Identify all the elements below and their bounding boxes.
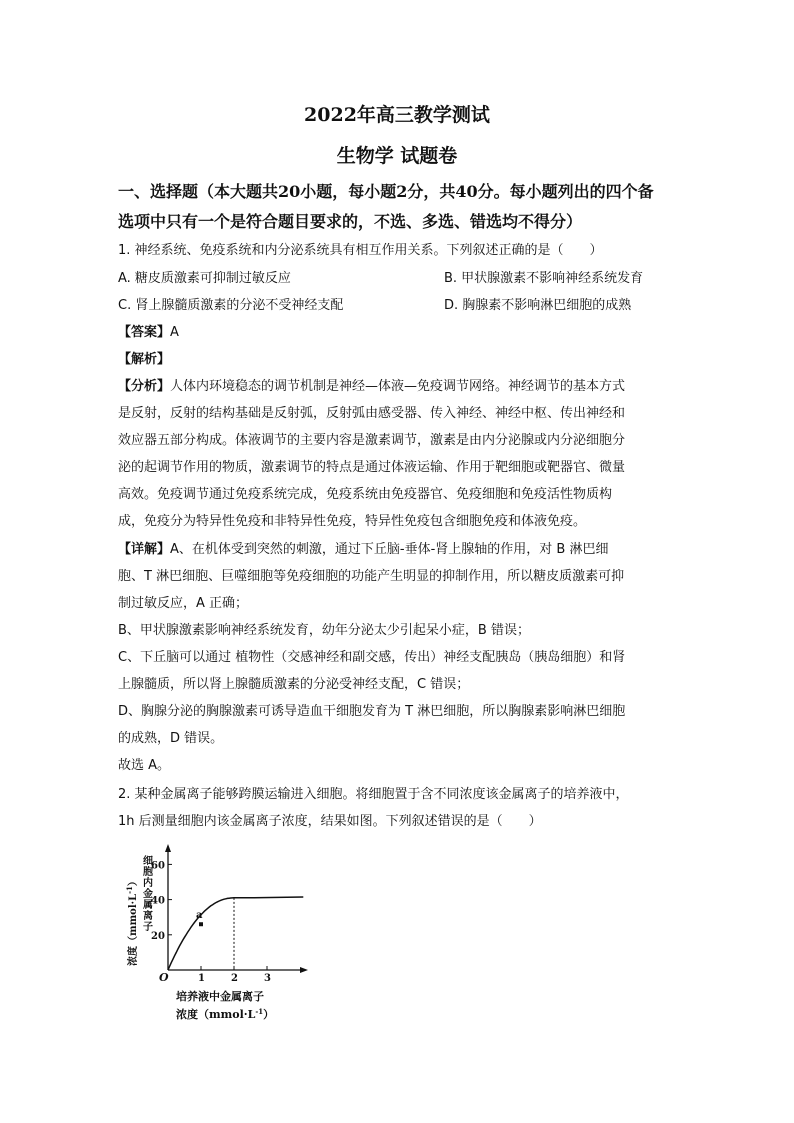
svg-text:离: 离	[143, 911, 153, 922]
answer-value: A	[170, 325, 179, 340]
q1-option-a: A. 糖皮质激素可抑制过敏反应	[118, 271, 291, 286]
x-tick-label-1: 1	[198, 973, 205, 984]
concentration-chart	[118, 840, 318, 1025]
analysis-line-6: 成，免疫分为特异性免疫和非特异性免疫，特异性免疫包含细胞免疫和体液免疫。	[118, 514, 587, 529]
section-heading-line-1: 一、选择题（本大题共20小题，每小题2分，共40分。每小题列出的四个备	[118, 182, 654, 201]
svg-text:内: 内	[143, 878, 153, 889]
x-axis-label-1: 培养液中金属离子	[176, 990, 264, 1003]
q1-option-c: C. 肾上腺髓质激素的分泌不受神经支配	[118, 298, 344, 313]
fenxi-text-1: 人体内环境稳态的调节机制是神经—体液—免疫调节网络。神经调节的基本方式	[170, 379, 626, 394]
x-tick-label-2: 2	[231, 973, 238, 984]
analysis-line-4: 泌的起调节作用的物质，激素调节的特点是通过体液运输、作用于靶细胞或靶器官、微量	[118, 460, 626, 475]
svg-text:属: 属	[143, 900, 153, 911]
detail-line-8: 的成熟，D 错误。	[118, 731, 224, 746]
y-axis-arrow	[165, 844, 171, 852]
q1-answer	[118, 323, 179, 343]
conclusion: 故选 A。	[118, 758, 171, 773]
y-tick-label-40: 40	[151, 895, 165, 907]
x-axis-arrow	[300, 967, 308, 973]
svg-text:金: 金	[143, 889, 153, 900]
svg-text:胞: 胞	[143, 867, 153, 878]
y-axis-label-1	[142, 854, 153, 933]
detail-line-4: B、甲状腺激素影响神经系统发育，幼年分泌太少引起呆小症，B 错误；	[118, 623, 530, 638]
detail-line-3: 制过敏反应，A 正确；	[118, 596, 249, 611]
detail-line-5: C、下丘脑可以通过 植物性（交感神经和副交感，传出）神经支配胰岛（胰岛细胞）和肾	[118, 650, 626, 665]
detail-line-2: 胞、T 淋巴细胞、巨噬细胞等免疫细胞的功能产生明显的抑制作用，所以糖皮质激素可抑	[118, 569, 625, 584]
y-axis-label-2: 浓度$(mmol\cdot L^{-1})$	[125, 876, 139, 966]
q1-option-b: B. 甲状腺激素不影响神经系统发育	[444, 271, 644, 286]
section-heading	[118, 177, 688, 237]
q1-stem: 1. 神经系统、免疫系统和内分泌系统具有相互作用关系。下列叙述正确的是（ ）	[118, 243, 603, 258]
analysis-line-5: 高效。免疫调节通过免疫系统完成，免疫系统由免疫器官、免疫细胞和免疫活性物质构	[118, 487, 613, 502]
exam-subtitle: 生物学 试题卷	[336, 145, 458, 167]
y-tick-label-60: 60	[151, 860, 165, 872]
y-tick-label-20: 20	[151, 930, 165, 942]
point-a-label: a	[196, 910, 203, 922]
q1-option-d: D. 胸腺素不影响淋巴细胞的成熟	[444, 298, 632, 313]
detail-line-6: 上腺髓质，所以肾上腺髓质激素的分泌受神经支配，C 错误；	[118, 677, 470, 692]
analysis-line-2: 是反射，反射的结构基础是反射弧，反射弧由感受器、传入神经、神经中枢、传出神经和	[118, 406, 626, 421]
svg-text:细: 细	[143, 856, 153, 867]
analysis-line-3: 效应器五部分构成。体液调节的主要内容是激素调节，激素是由内分泌腺或内分泌细胞分	[118, 433, 626, 448]
q2-stem-2: 1h 后测量细胞内该金属离子浓度，结果如图。下列叙述错误的是（ ）	[118, 814, 542, 829]
answer-tag: 【答案】	[118, 325, 171, 340]
detail-line-7: D、胸腺分泌的胸腺激素可诱导造血干细胞发育为 T 淋巴细胞，所以胸腺素影响淋巴细胞	[118, 704, 626, 719]
q2-stem-1: 2. 某种金属离子能够跨膜运输进入细胞。将细胞置于含不同浓度该金属离子的培养液中，	[118, 787, 629, 802]
detail-text-1: A、在机体受到突然的刺激，通过下丘脑-垂体-肾上腺轴的作用，对 B 淋巴细	[170, 542, 609, 557]
xiangjie-tag: 【详解】	[118, 542, 171, 557]
point-a-marker	[199, 922, 203, 926]
x-axis-label-2: 浓度$(mmol\cdot L^{-1})$	[176, 1007, 275, 1021]
analysis-line-1	[118, 377, 625, 397]
x-tick-label-origin: O	[159, 971, 169, 984]
detail-line-1	[118, 540, 608, 560]
analysis-tag: 【解析】	[118, 352, 171, 367]
svg-text:子: 子	[143, 922, 153, 933]
fenxi-tag: 【分析】	[118, 379, 171, 394]
data-curve	[168, 897, 303, 970]
exam-title: 2022年高三教学测试	[304, 104, 490, 126]
section-heading-line-2: 选项中只有一个是符合题目要求的，不选、多选、错选均不得分）	[118, 212, 583, 231]
x-tick-label-3: 3	[264, 973, 271, 984]
